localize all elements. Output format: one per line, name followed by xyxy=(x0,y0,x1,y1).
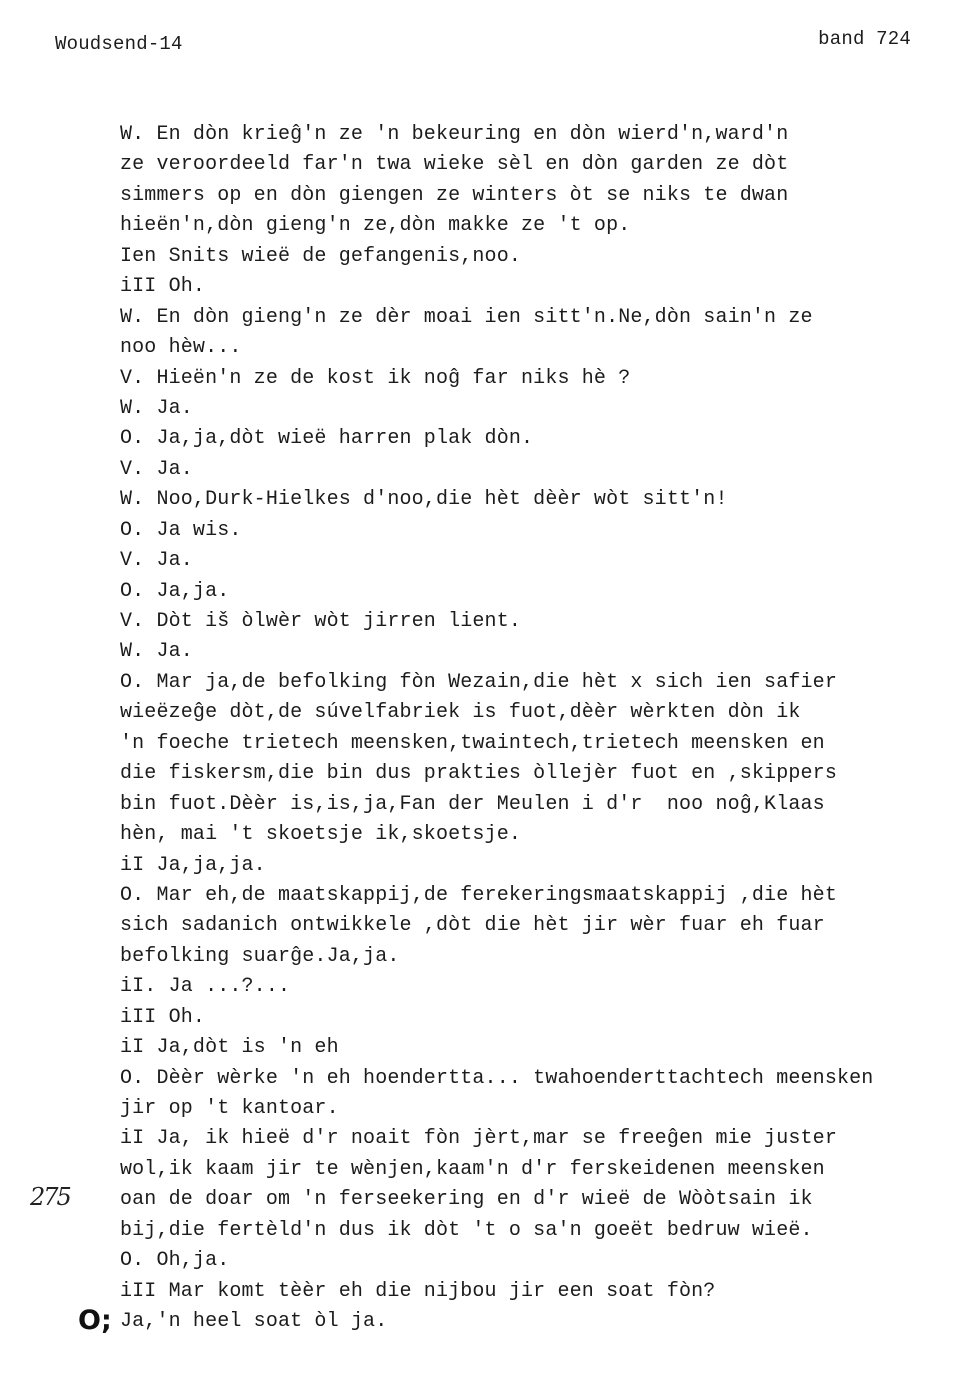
transcript-line: wieëzeĝe dòt,de súvelfabriek is fuot,dèèr wèrkten dòn ik xyxy=(120,701,801,725)
transcript-body xyxy=(120,120,960,1338)
transcript-line: bij,die fertèld'n dus ik dòt 't o sa'n goeët bedruw wieë. xyxy=(120,1218,813,1242)
transcript-line: jir op 't kantoar. xyxy=(120,1097,339,1120)
transcript-line: iII Oh. xyxy=(120,1005,206,1029)
transcript-line: oan de doar om 'n ferseekering en d'r wieë de Wòòtsain ik xyxy=(120,1188,813,1212)
transcript-line: V. Ja. xyxy=(120,549,193,573)
transcript-line: ze veroordeeld far'n twa wieke sèl en dòn garden ze dòt xyxy=(120,153,789,177)
transcript-line: V. Dòt iš òlwèr wòt jirren lient. xyxy=(120,610,522,633)
transcript-line: hieën'n,dòn gieng'n ze,dòn makke ze 't op. xyxy=(120,214,631,238)
transcript-line: O. Ja wis. xyxy=(120,518,242,542)
transcript-line: bin fuot.Dèèr is,is,ja,Fan der Meulen i d'r noo noĝ,Klaas xyxy=(120,792,825,816)
transcript-line: simmers op en dòn giengen ze winters òt se niks te dwan xyxy=(120,183,789,207)
transcript-line: 'n foeche trietech meensken,twaintech,trietech meensken en xyxy=(120,731,825,755)
handwritten-margin-number: 275 xyxy=(30,1183,70,1211)
transcript-line: O. Mar ja,de befolking fòn Wezain,die hèt x sich ien safier xyxy=(120,670,837,694)
transcript-line: wol,ik kaam jir te wènjen,kaam'n d'r ferskeidenen meensken xyxy=(120,1157,825,1181)
transcript-line: V. Ja. xyxy=(120,457,193,481)
transcript-line: iII Mar komt tèèr eh die nijbou jir een soat fòn? xyxy=(120,1279,716,1303)
transcript-line: O. Dèèr wèrke 'n eh hoendertta... twahoenderttachtech meensken xyxy=(120,1066,874,1090)
transcript-line: hèn, mai 't skoetsje ik,skoetsje. xyxy=(120,823,522,847)
transcript-line: W. Ja. xyxy=(120,640,193,664)
transcript-line: iII Oh. xyxy=(120,275,206,299)
transcript-line: O. Ja,ja. xyxy=(120,579,230,603)
document-location: Woudsend-14 xyxy=(55,33,183,55)
transcript-line: O. Ja,ja,dòt wieë harren plak dòn. xyxy=(120,427,534,451)
transcript-line: W. En dòn krieĝ'n ze 'n bekeuring en dòn wierd'n,ward'n xyxy=(120,123,789,146)
transcript-line: noo hèw... xyxy=(120,336,242,360)
transcript-line: V. Hieën'n ze de kost ik noĝ far niks hè ? xyxy=(120,366,631,390)
transcript-line: Ien Snits wieë de gefangenis,noo. xyxy=(120,244,522,268)
transcript-line: Ja,'n heel soat òl ja. xyxy=(120,1310,388,1334)
handwritten-speaker-mark: O; xyxy=(78,1305,112,1336)
transcript-line: W. Ja. xyxy=(120,396,193,420)
transcript-line: W. Noo,Durk-Hielkes d'noo,die hèt dèèr wòt sitt'n! xyxy=(120,488,728,512)
band-number: band 724 xyxy=(818,28,911,50)
transcript-line: iI. Ja ...?... xyxy=(120,975,291,999)
transcript-line: iI Ja,ja,ja. xyxy=(120,853,266,877)
transcript-line: die fiskersm,die bin dus prakties òllejèr fuot en ,skippers xyxy=(120,762,837,786)
transcript-line: iI Ja,dòt is 'n eh xyxy=(120,1036,339,1060)
transcript-line: O. Oh,ja. xyxy=(120,1249,230,1273)
transcript-line: iI Ja, ik hieë d'r noait fòn jèrt,mar se freeĝen mie juster xyxy=(120,1127,837,1151)
transcript-line: befolking suarĝe.Ja,ja. xyxy=(120,944,400,968)
transcript-line: W. En dòn gieng'n ze dèr moai ien sitt'n.Ne,dòn sain'n ze xyxy=(120,305,813,329)
transcript-line: O. Mar eh,de maatskappij,de ferekeringsmaatskappij ,die hèt xyxy=(120,883,837,907)
transcript-line: sich sadanich ontwikkele ,dòt die hèt jir wèr fuar eh fuar xyxy=(120,914,825,938)
